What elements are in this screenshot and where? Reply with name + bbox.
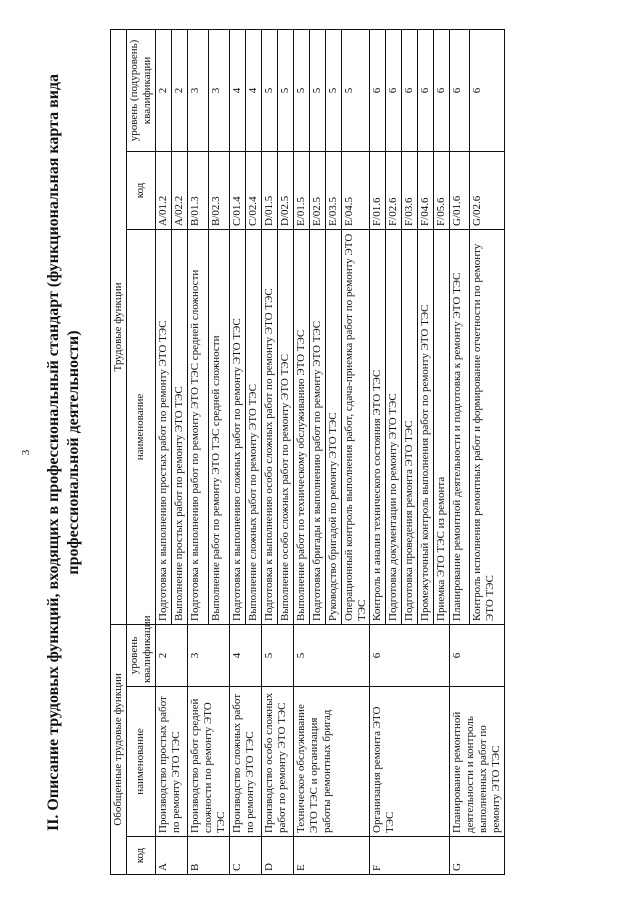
function-code: D/02.5	[277, 151, 293, 229]
function-code: F/04.6	[418, 151, 434, 229]
function-level: 6	[386, 29, 402, 151]
header-row-2	[126, 29, 155, 874]
table-body	[155, 29, 504, 874]
functional-map-table	[110, 29, 505, 875]
function-name: Подготовка к выполнению сложных работ по ремонту ЭТО ТЭС	[229, 229, 245, 624]
function-level: 2	[171, 29, 187, 151]
group-name: Производство работ средней сложности по ремонту ЭТО ТЭС	[187, 687, 229, 837]
group-level: 6	[450, 624, 505, 686]
function-level: 5	[293, 29, 309, 151]
function-code: A/02.2	[171, 151, 187, 229]
function-level: 5	[341, 29, 370, 151]
function-name: Приемка ЭТО ТЭС из ремонта	[434, 229, 450, 624]
function-code: E/01.5	[293, 151, 309, 229]
header-func-name: наименование	[126, 229, 155, 624]
header-func-level: уровень (подуровень) квалификации	[126, 29, 155, 151]
function-name: Руководство бригадой по ремонту ЭТО ТЭС	[325, 229, 341, 624]
function-name: Выполнение сложных работ по ремонту ЭТО ТЭС	[245, 229, 261, 624]
function-level: 4	[229, 29, 245, 151]
function-code: F/02.6	[386, 151, 402, 229]
function-code: E/03.5	[325, 151, 341, 229]
group-name: Производство простых работ по ремонту ЭТО ТЭС	[155, 687, 187, 837]
table-row	[229, 29, 245, 874]
header-code: код	[126, 837, 155, 875]
function-name: Подготовка бригады к выполнению работ по ремонту ЭТО ТЭС	[309, 229, 325, 624]
function-code: B/01.3	[187, 151, 208, 229]
header-generalized: Обобщенные трудовые функции	[111, 624, 127, 874]
function-level: 6	[469, 29, 504, 151]
function-name: Контроль и анализ технического состояния ЭТО ТЭС	[370, 229, 386, 624]
function-name: Контроль исполнения ремонтных работ и формирование отчетности по ремонту ЭТО ТЭС	[469, 229, 504, 624]
function-name: Подготовка к выполнению простых работ по ремонту ЭТО ТЭС	[155, 229, 171, 624]
header-func-code: код	[126, 151, 155, 229]
function-name: Подготовка к выполнению особо сложных работ по ремонту ЭТО ТЭС	[261, 229, 277, 624]
function-level: 3	[187, 29, 208, 151]
function-level: 5	[325, 29, 341, 151]
group-level: 6	[370, 624, 450, 686]
function-level: 6	[370, 29, 386, 151]
function-code: F/05.6	[434, 151, 450, 229]
table-row	[293, 29, 309, 874]
group-code: D	[261, 837, 293, 875]
group-name: Техническое обслуживание ЭТО ТЭС и организация работы ремонтных бригад	[293, 687, 370, 837]
function-level: 2	[155, 29, 171, 151]
function-level: 5	[309, 29, 325, 151]
function-name: Подготовка документации по ремонту ЭТО ТЭС	[386, 229, 402, 624]
title-line-2: профессиональной деятельности)	[65, 330, 82, 575]
group-level: 4	[229, 624, 261, 686]
function-code: C/02.4	[245, 151, 261, 229]
header-row-1	[111, 29, 127, 874]
function-level: 6	[434, 29, 450, 151]
function-name: Подготовка к выполнению работ по ремонту ЭТО ТЭС средней сложности	[187, 229, 208, 624]
function-code: C/01.4	[229, 151, 245, 229]
table-row	[450, 29, 470, 874]
group-name: Организация ремонта ЭТО ТЭС	[370, 687, 450, 837]
header-name: наименование	[126, 687, 155, 837]
section-title	[44, 30, 84, 875]
function-name: Промежуточный контроль выполнения работ по ремонту ЭТО ТЭС	[418, 229, 434, 624]
group-code: F	[370, 837, 450, 875]
group-level: 5	[293, 624, 370, 686]
function-name: Выполнение особо сложных работ по ремонту ЭТО ТЭС	[277, 229, 293, 624]
title-line-1: II. Описание трудовых функций, входящих в профессиональный стандарт (функциональная карта вида	[45, 73, 62, 832]
function-code: G/02.6	[469, 151, 504, 229]
group-level: 3	[187, 624, 229, 686]
table-row	[261, 29, 277, 874]
function-name: Планирование ремонтной деятельности и подготовка к ремонту ЭТО ТЭС	[450, 229, 470, 624]
function-name: Операционный контроль выполнения работ, сдача-приемка работ по ремонту ЭТО ТЭС	[341, 229, 370, 624]
group-name: Планирование ремонтной деятельности и контроль выполненных работ по ремонту ЭТО ТЭС	[450, 687, 505, 837]
function-code: F/03.6	[402, 151, 418, 229]
function-level: 4	[245, 29, 261, 151]
function-code: G/01.6	[450, 151, 470, 229]
group-level: 2	[155, 624, 187, 686]
group-code: A	[155, 837, 187, 875]
group-code: G	[450, 837, 505, 875]
function-code: F/01.6	[370, 151, 386, 229]
function-code: E/04.5	[341, 151, 370, 229]
group-name: Производство сложных работ по ремонту ЭТО ТЭС	[229, 687, 261, 837]
page-number: 3	[20, 449, 32, 456]
function-level: 5	[277, 29, 293, 151]
function-level: 6	[418, 29, 434, 151]
function-level: 6	[402, 29, 418, 151]
function-level: 6	[450, 29, 470, 151]
group-level: 5	[261, 624, 293, 686]
table-row	[187, 29, 208, 874]
group-code: E	[293, 837, 370, 875]
group-name: Производство особо сложных работ по ремонту ЭТО ТЭС	[261, 687, 293, 837]
function-level: 5	[261, 29, 277, 151]
function-name: Выполнение работ по техническому обслуживанию ЭТО ТЭС	[293, 229, 309, 624]
function-code: B/02.3	[208, 151, 229, 229]
function-code: A/01.2	[155, 151, 171, 229]
header-functions: Трудовые функции	[111, 29, 127, 624]
function-name: Выполнение простых работ по ремонту ЭТО ТЭС	[171, 229, 187, 624]
table-row	[155, 29, 171, 874]
table-row	[370, 29, 386, 874]
function-level: 3	[208, 29, 229, 151]
group-code: B	[187, 837, 229, 875]
function-code: E/02.5	[309, 151, 325, 229]
group-code: C	[229, 837, 261, 875]
function-name: Выполнение работ по ремонту ЭТО ТЭС средней сложности	[208, 229, 229, 624]
function-name: Подготовка проведения ремонта ЭТО ТЭС	[402, 229, 418, 624]
function-code: D/01.5	[261, 151, 277, 229]
header-level: уровень квалификации	[126, 624, 155, 686]
